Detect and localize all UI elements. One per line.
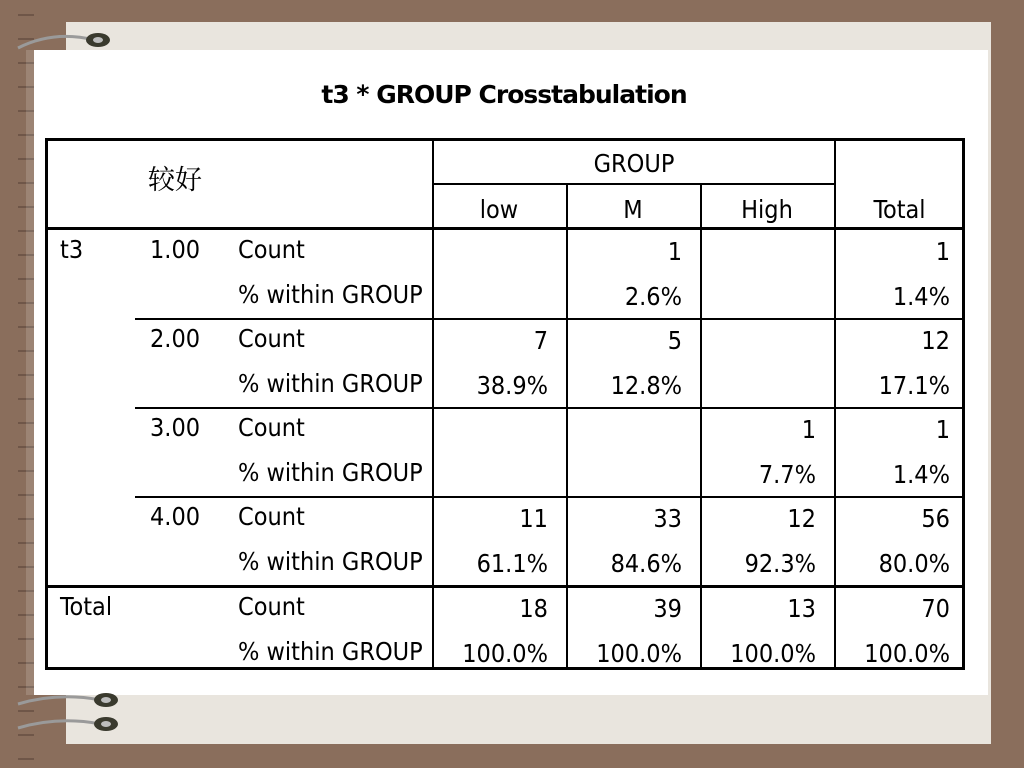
total-percent-cell: 100.0% (730, 639, 816, 668)
total-percent-cell: 100.0% (462, 639, 548, 668)
percent-label: % within GROUP (238, 637, 423, 666)
percent-cell: 92.3% (744, 549, 816, 578)
divider (48, 227, 965, 230)
percent-label: % within GROUP (238, 369, 423, 398)
total-percent-cell: 100.0% (596, 639, 682, 668)
row-variable-label: t3 (60, 235, 84, 264)
count-cell: 12 (787, 504, 816, 533)
total-count-cell: 39 (653, 594, 682, 623)
percent-cell: 12.8% (610, 371, 682, 400)
column-header-high: High (741, 195, 793, 224)
total-count-cell: 70 (921, 594, 950, 623)
total-count-cell: 18 (519, 594, 548, 623)
percent-label: % within GROUP (238, 280, 423, 309)
table-title: t3 * GROUP Crosstabulation (321, 80, 687, 109)
row-value: 2.00 (150, 324, 201, 353)
count-cell: 12 (921, 326, 950, 355)
percent-label: % within GROUP (238, 547, 423, 576)
percent-cell: 61.1% (476, 549, 548, 578)
total-percent-cell: 100.0% (864, 639, 950, 668)
count-cell: 33 (653, 504, 682, 533)
binder-ring-icon (14, 712, 124, 742)
count-label: Count (238, 502, 305, 531)
divider (135, 318, 965, 320)
count-label: Count (238, 324, 305, 353)
percent-cell: 1.4% (892, 282, 950, 311)
percent-cell: 80.0% (878, 549, 950, 578)
divider (135, 407, 965, 409)
count-label: Count (238, 592, 305, 621)
percent-cell: 2.6% (624, 282, 682, 311)
divider (432, 183, 836, 185)
count-cell: 56 (921, 504, 950, 533)
row-value: 1.00 (150, 235, 201, 264)
count-cell: 5 (667, 326, 682, 355)
crosstab-table (45, 138, 965, 670)
count-cell: 1 (935, 237, 950, 266)
corner-label: 较好 (148, 165, 202, 196)
percent-cell: 38.9% (476, 371, 548, 400)
row-value: 3.00 (150, 413, 201, 442)
count-label: Count (238, 235, 305, 264)
group-header: GROUP (593, 149, 675, 178)
percent-cell: 84.6% (610, 549, 682, 578)
binder-ring-icon (14, 28, 114, 58)
notebook-binding (18, 0, 34, 768)
percent-cell: 1.4% (892, 460, 950, 489)
column-header-m: M (623, 195, 643, 224)
divider (48, 585, 965, 588)
divider (135, 496, 965, 498)
total-count-cell: 13 (787, 594, 816, 623)
total-row-label: Total (60, 592, 113, 621)
count-cell: 11 (519, 504, 548, 533)
percent-label: % within GROUP (238, 458, 423, 487)
column-header-total: Total (873, 195, 926, 224)
count-cell: 1 (667, 237, 682, 266)
count-cell: 1 (801, 415, 816, 444)
count-cell: 7 (533, 326, 548, 355)
count-label: Count (238, 413, 305, 442)
percent-cell: 17.1% (878, 371, 950, 400)
percent-cell: 7.7% (758, 460, 816, 489)
count-cell: 1 (935, 415, 950, 444)
row-value: 4.00 (150, 502, 201, 531)
column-header-low: low (479, 195, 519, 224)
